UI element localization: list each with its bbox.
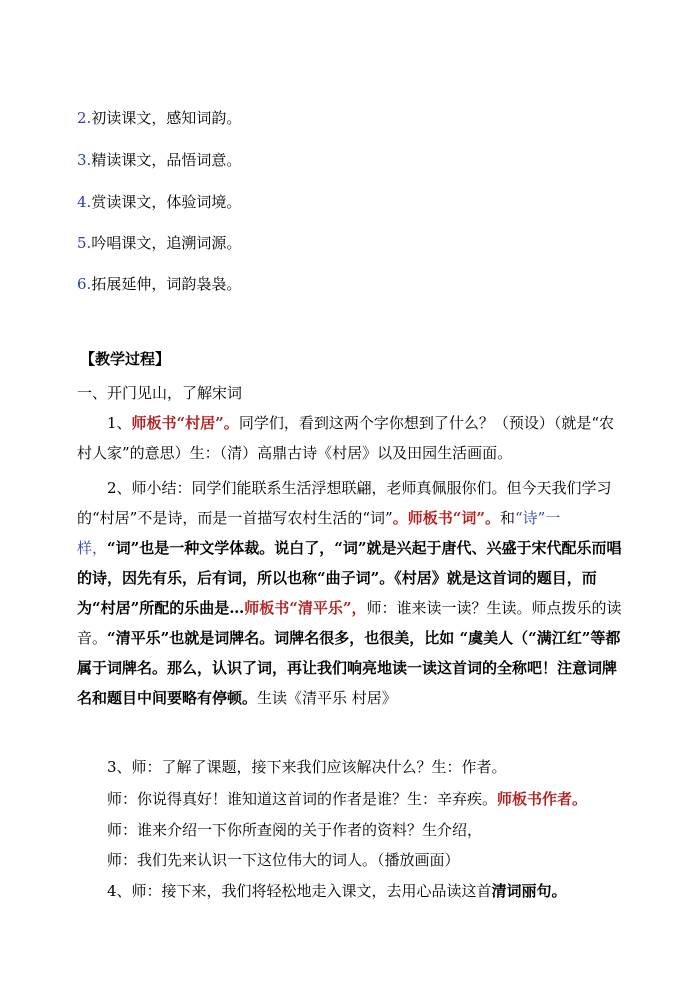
step-item [77, 274, 241, 294]
p2-text: 2、师小结：同学们能联系生活浮想联翩，老师真佩服你们。但今天我们学习的“村居”不是诗，而是一首描写农村生活的“词” [77, 479, 612, 527]
step-text: 拓展延伸，词韵袅袅。 [91, 275, 242, 293]
board-note: 师板书作者。 [497, 790, 588, 808]
step-text: 赏读课文，体验词境。 [91, 193, 242, 211]
paragraph-1 [77, 408, 623, 468]
p4-text: 师：你说得真好！谁知道这首词的作者是谁？生：辛弃疾。 [107, 790, 498, 808]
step-item [77, 192, 241, 212]
p1-prefix: 1、 [107, 414, 132, 432]
step-number: 4. [77, 193, 92, 211]
step-text: 精读课文，品悟词意。 [91, 151, 242, 169]
paragraph-7 [77, 876, 623, 906]
p2-bold-text: “词”也是一种文学体裁。说白了，“词”就是兴起于唐代、兴盛于宋代配乐而唱的诗，因先有乐，后有词，所以也称“曲子词”。《村居》就是这首词的题目，而为“村居”所配的乐曲是… [77, 539, 622, 617]
section-title: 一、开门见山，了解宋词 [77, 384, 243, 402]
board-note: 师板书“村居”。 [131, 414, 239, 432]
p1-text: 同学们，看到这两个字你想到了什么？（预设）（就是“农村人家”的意思）生：（清）高鼎古诗《村居》以及田园生活画面。 [77, 414, 614, 462]
p2-text-read: 师：谁来读一读？生读。师点拨乐的读音。 [77, 599, 622, 647]
step-item [77, 233, 241, 253]
p2-text-and: 和 [499, 509, 515, 527]
step-text: 初读课文，感知词韵。 [91, 109, 242, 127]
paragraph-2 [77, 473, 623, 713]
board-note: 。师板书“词”。 [392, 509, 500, 527]
step-item [77, 150, 241, 170]
board-note: 师板书“清平乐”， [244, 599, 367, 617]
step-number: 2. [77, 109, 92, 127]
step-item [77, 108, 241, 128]
step-number: 3. [77, 151, 92, 169]
paragraph-4 [77, 784, 623, 814]
p2-poem-note: “诗”一样， [77, 509, 561, 557]
p2-text-end: 生读《清平乐 村居》 [257, 689, 397, 707]
step-number: 6. [77, 275, 92, 293]
paragraph-3: 3、师：了解了课题，接下来我们应该解决什么？生：作者。 [107, 758, 507, 776]
p2-bold-cipai: “清平乐”也就是词牌名。词牌名很多，也很美，比如 “虞美人（“满江红”等都属于词牌名。那么，认识了词，再让我们响亮地读一读这首词的全称吧！注意词牌名和题目中间要略有停顿。 [77, 629, 621, 707]
section-heading: 【教学过程】 [80, 350, 171, 368]
p7-bold-text: 清词丽句。 [491, 882, 567, 900]
step-number: 5. [77, 234, 92, 252]
step-text: 吟唱课文，追溯词源。 [91, 234, 242, 252]
paragraph-5: 师：谁来介绍一下你所查阅的关于作者的资料？生介绍， [107, 821, 483, 839]
paragraph-6: 师：我们先来认识一下这位伟大的词人。（播放画面） [107, 851, 460, 869]
p7-text: 4、师：接下来，我们将轻松地走入课文，去用心品读这首 [107, 882, 492, 900]
